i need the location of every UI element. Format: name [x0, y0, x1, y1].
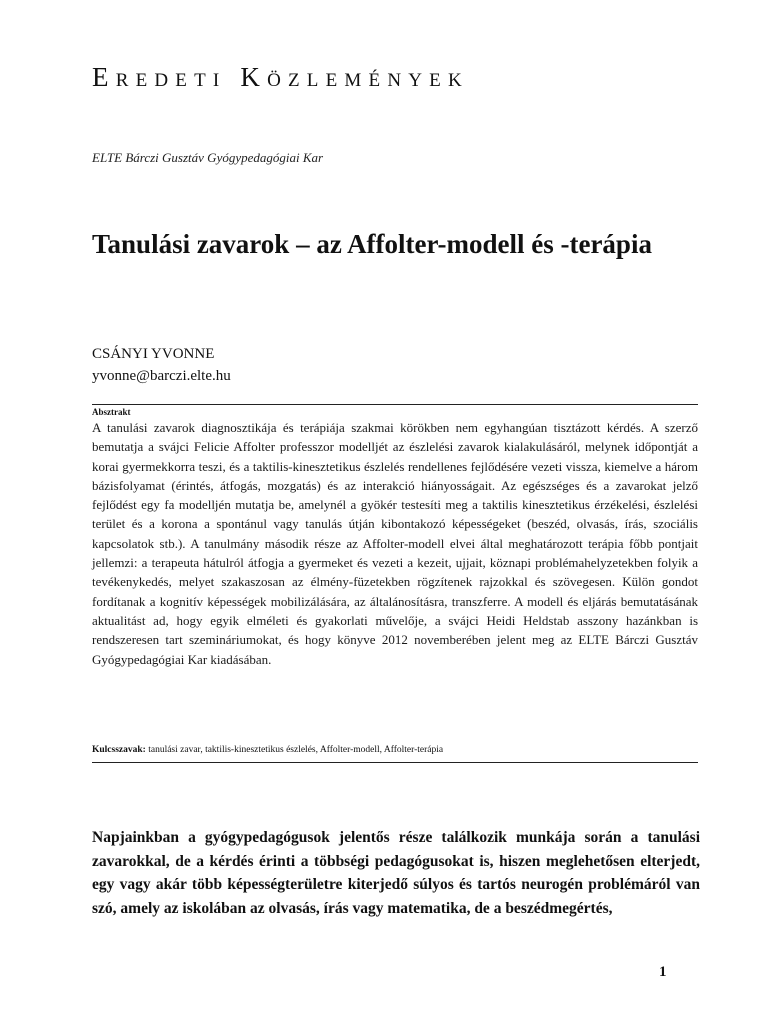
abstract-bottom-rule [92, 762, 698, 763]
keywords-label: Kulcsszavak: [92, 745, 146, 755]
body-paragraph: Napjainkban a gyógypedagógusok jelentős része találkozik munkája során a tanulási zavarokkal, de a kérdés érinti a többségi pedagógusokat is, hiszen meglehetősen elterjedt, egy vagy akár több képességterületre kiterjedő súlyos és tartós neurogén problémáról van szó, amely az iskolában az olvasás, írás vagy matematika, de a beszédmegértés, [92, 829, 700, 917]
article-title: Tanulási zavarok – az Affolter-modell és -terápia [92, 229, 652, 259]
abstract-top-rule [92, 404, 698, 405]
abstract-label: Absztrakt [92, 407, 131, 417]
page-number: 1 [659, 964, 667, 980]
keywords-line [92, 744, 698, 756]
author-name: CSÁNYI YVONNE [92, 346, 215, 362]
section-header: Eredeti Közlemények [92, 62, 469, 92]
keywords-text: tanulási zavar, taktilis-kinesztetikus észlelés, Affolter-modell, Affolter-terápia [148, 745, 444, 755]
author-email[interactable]: yvonne@barczi.elte.hu [92, 368, 231, 384]
abstract-text: A tanulási zavarok diagnosztikája és terápiája szakmai körökben nem egyhangúan tisztázott kérdés. A szerző bemutatja a svájci Felicie Affolter professzor modelljét az észlelési zavarok kialakulásáról, melynek időpontját a korai gyermekkorra teszi, és a taktilis-kinesztetikus észlelés rendellenes fejlődésére vezeti vissza, kiemelve a három bázisfolyamat (érintés, átfogás, mozgatás) és az interakció hiányosságait. Az egészséges és a zavarokat jelző fejlődést egy fa modelljén mutatja be, amelynél a gyökér testesíti meg a taktilis kinesztetikus érzékelési, észlelési terület és a korona a spontánul vagy tanulás útján kibontakozó képességeket (beszéd, olvasás, írás, szociális kapcsolatok stb.). A tanulmány második része az Affolter-modell elvei által meghatározott terápia főbb pontjait jellemzi: a terapeuta hátulról átfogja a gyermeket és vezeti a kezeit, ujjait, köznapi problémahelyzetekben folyik a tevékenykedés, melyet szakaszosan az élmény-füzetekben rögzítenek rajzokkal és szövegesen. Külön gondot fordítanak a kognitív képességek mobilizálására, az általánosításra, transzferre. A modell és eljárás bemutatásának aktualitást ad, hogy egyik elméleti és gyakorlati művelője, a svájci Heidi Heldstab asszony hazánkban is rendszeresen tart szemináriumokat, és hogy könyve 2012 novemberében jelent meg az ELTE Bárczi Gusztáv Gyógypedagógiai Kar kiadásában. [92, 420, 698, 667]
affiliation: ELTE Bárczi Gusztáv Gyógypedagógiai Kar [92, 150, 324, 165]
